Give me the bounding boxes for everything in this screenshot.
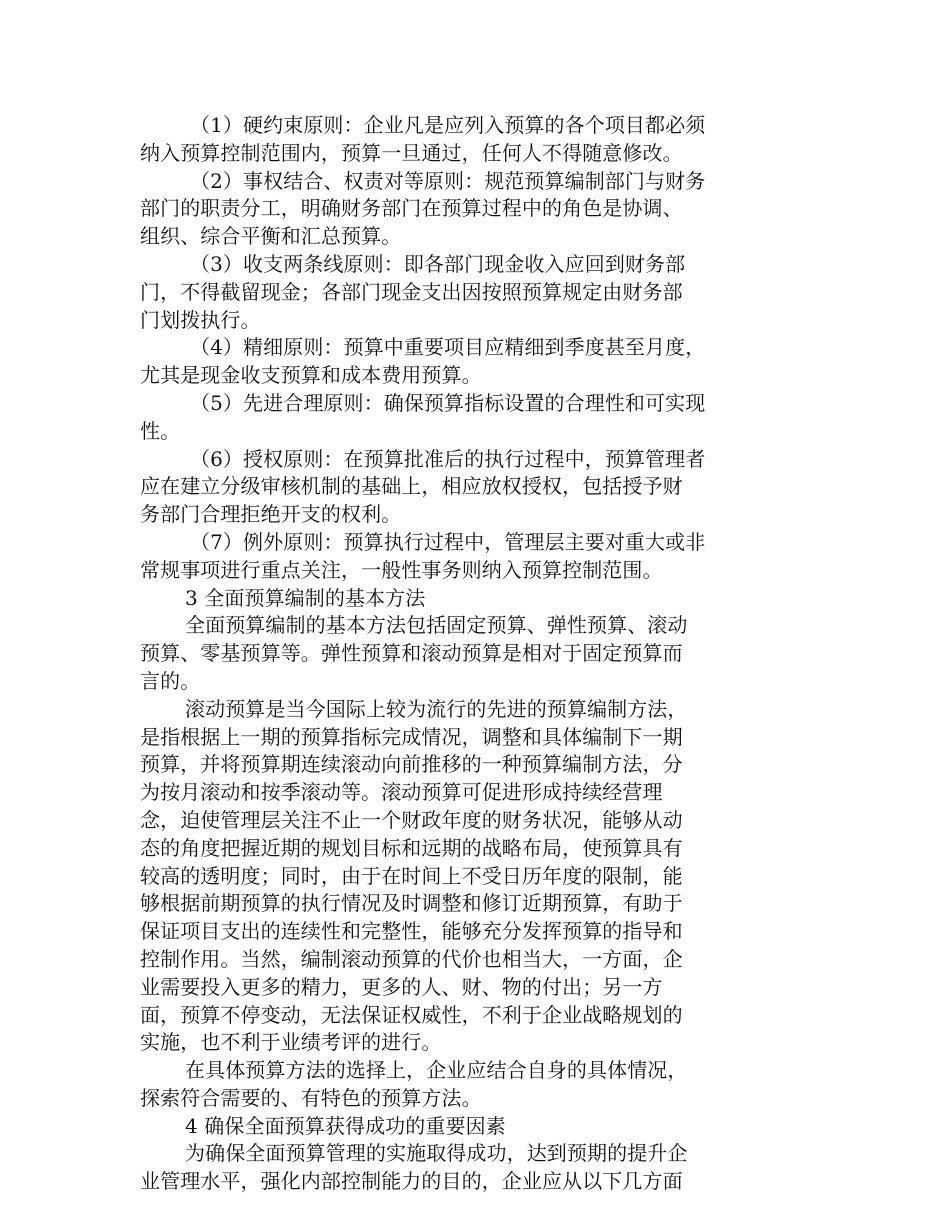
text-line: 言的。 — [140, 668, 201, 693]
text-line: 组织、综合平衡和汇总预算。 — [140, 224, 402, 249]
text-line: 常规事项进行重点关注，一般性事务则纳入预算控制范围。 — [140, 557, 663, 582]
text-line: 探索符合需要的、有特色的预算方法。 — [140, 1085, 482, 1110]
text-line: 面，预算不停变动，无法保证权威性，不利于企业战略规划的 — [140, 1002, 683, 1027]
text-line: （6）授权原则：在预算批准后的执行过程中，预算管理者 — [190, 446, 706, 471]
text-line: 预算、零基预算等。弹性预算和滚动预算是相对于固定预算而 — [140, 641, 683, 666]
text-line: 部门的职责分工，明确财务部门在预算过程中的角色是协调、 — [140, 196, 683, 221]
text-line: （4）精细原则：预算中重要项目应精细到季度甚至月度， — [190, 335, 706, 360]
text-line: 预算，并将预算期连续滚动向前推移的一种预算编制方法，分 — [140, 752, 683, 777]
text-line: （5）先进合理原则：确保预算指标设置的合理性和可实现 — [190, 390, 706, 415]
text-line: 为确保全面预算管理的实施取得成功，达到预期的提升企 — [185, 1141, 688, 1166]
text-line: 全面预算编制的基本方法包括固定预算、弹性预算、滚动 — [185, 613, 688, 638]
text-line: 门，不得截留现金；各部门现金支出因按照预算规定由财务部 — [140, 279, 683, 304]
text-line: 业管理水平，强化内部控制能力的目的，企业应从以下几方面 — [140, 1169, 683, 1194]
text-line: 为按月滚动和按季滚动等。滚动预算可促进形成持续经营理 — [140, 780, 663, 805]
text-line: 尤其是现金收支预算和成本费用预算。 — [140, 363, 482, 388]
text-line: 实施，也不利于业绩考评的进行。 — [140, 1030, 442, 1055]
text-line: 保证项目支出的连续性和完整性，能够充分发挥预算的指导和 — [140, 919, 683, 944]
section-heading: 4 确保全面预算获得成功的重要因素 — [185, 1113, 506, 1138]
text-line: （2）事权结合、权责对等原则：规范预算编制部门与财务 — [190, 168, 706, 193]
text-line: 念，迫使管理层关注不止一个财政年度的财务状况，能够从动 — [140, 807, 683, 832]
text-line: （7）例外原则：预算执行过程中，管理层主要对重大或非 — [190, 529, 706, 554]
section-heading: 3 全面预算编制的基本方法 — [185, 585, 426, 610]
text-line: 控制作用。当然，编制滚动预算的代价也相当大，一方面，企 — [140, 946, 683, 971]
text-line: 纳入预算控制范围内，预算一旦通过，任何人不得随意修改。 — [140, 140, 683, 165]
text-line: 门划拨执行。 — [140, 307, 261, 332]
text-line: 较高的透明度；同时，由于在时间上不受日历年度的限制，能 — [140, 863, 683, 888]
text-line: 够根据前期预算的执行情况及时调整和修订近期预算，有助于 — [140, 891, 683, 916]
text-line: （1）硬约束原则：企业凡是应列入预算的各个项目都必须 — [190, 113, 706, 137]
text-line: 务部门合理拒绝开支的权利。 — [140, 502, 402, 527]
text-line: 滚动预算是当今国际上较为流行的先进的预算编制方法， — [185, 696, 688, 721]
text-line: （3）收支两条线原则：即各部门现金收入应回到财务部 — [190, 251, 686, 276]
text-line: 业需要投入更多的精力，更多的人、财、物的付出；另一方 — [140, 974, 663, 999]
text-line: 应在建立分级审核机制的基础上，相应放权授权，包括授予财 — [140, 474, 683, 499]
text-line: 是指根据上一期的预算指标完成情况，调整和具体编制下一期 — [140, 724, 683, 749]
body-text — [140, 112, 760, 1196]
text-line: 在具体预算方法的选择上，企业应结合自身的具体情况， — [185, 1058, 688, 1083]
text-line: 性。 — [140, 418, 181, 443]
text-line: 态的角度把握近期的规划目标和远期的战略布局，使预算具有 — [140, 835, 683, 860]
